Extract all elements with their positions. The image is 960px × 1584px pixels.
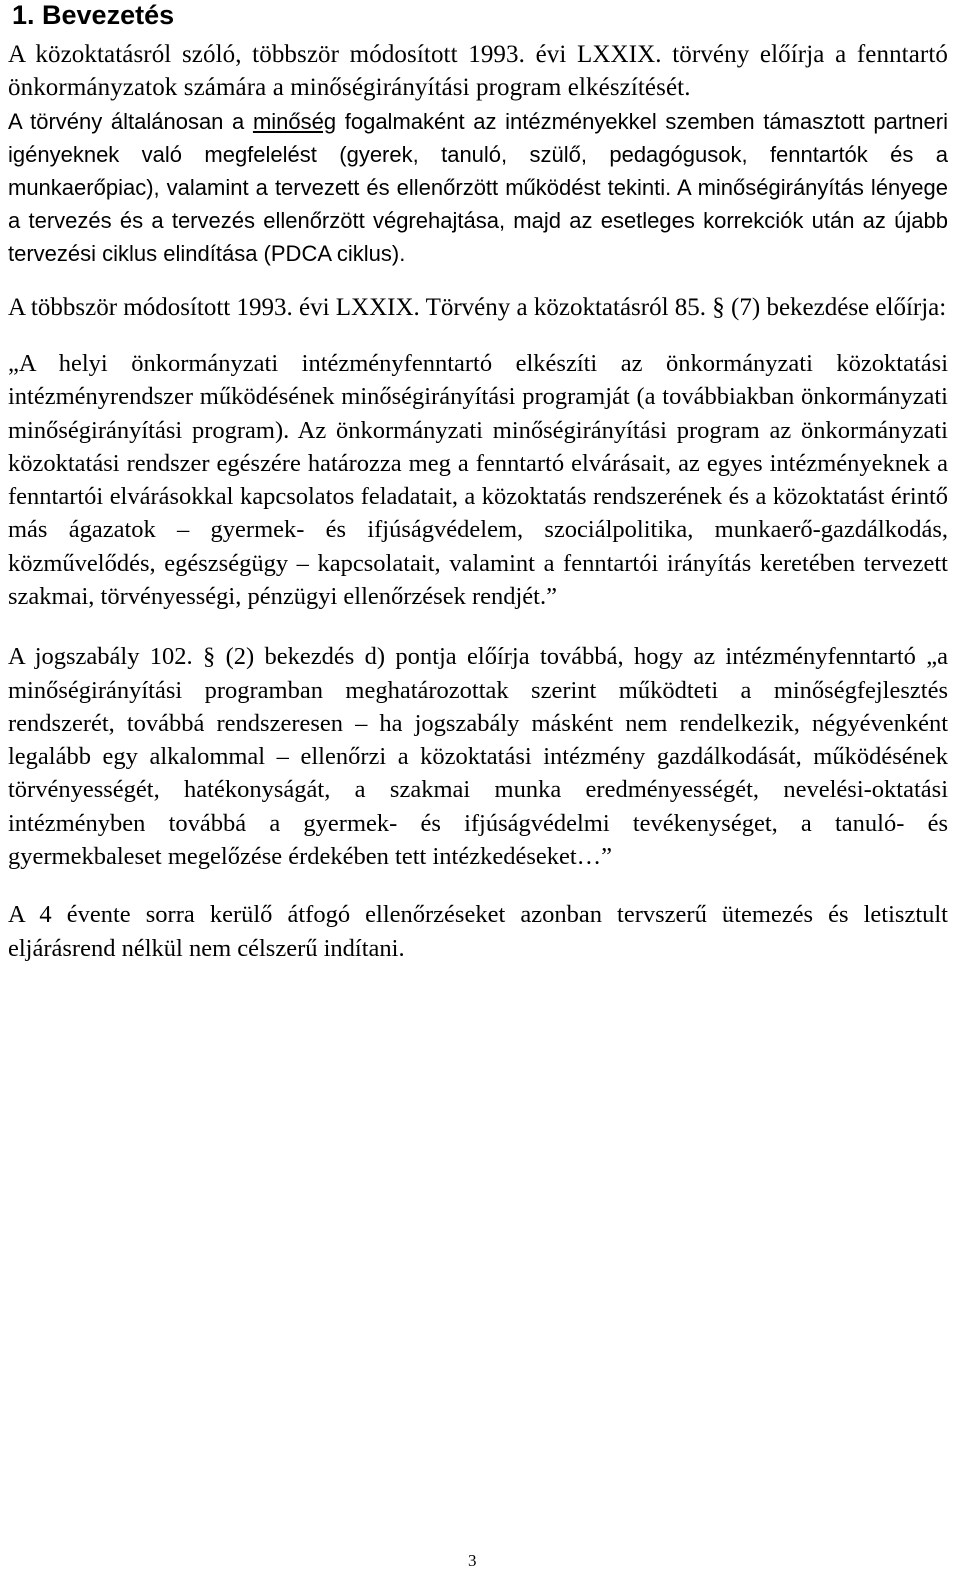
section-heading: 1. Bevezetés bbox=[12, 0, 175, 30]
quality-text-before: A törvény általánosan a bbox=[8, 108, 253, 134]
quality-text-after: fogalmaként az intézményekkel szemben támasztott partneri igényeknek való megfelelést (gyerek, tanuló, szülő, pedagógusok, fenntartók és a munkaerőpiac), valamint a tervezett és ellenőrzött működést tekinti. A minőségirányítás lényege a tervezés és a tervezés ellenőrzött végrehajtása, majd az esetleges korrekciók után az újabb tervezési ciklus elindítása (PDCA ciklus). bbox=[8, 108, 948, 267]
paragraph-conclusion: A 4 évente sorra kerülő átfogó ellenőrzéseket azonban tervszerű ütemezés és letisztult eljárásrend nélkül nem célszerű indítani. bbox=[8, 901, 948, 962]
paragraph-regulation: A jogszabály 102. § (2) bekezdés d) pontja előírja továbbá, hogy az intézményfenntartó „a minőségirányítási programban meghatározottak szerint működteti a minőségfejlesztés rendszerét, továbbá rendszeresen – ha jogszabály másként nem rendelkezik, négyévenként legalább egy alkalommal – ellenőrzi a közoktatási intézmény gazdálkodását, működésének törvényességét, hatékonyságát, a szakmai munka eredményességét, nevelési-oktatási intézményben továbbá a gyermek- és ifjúságvédelmi tevékenységet, a tanuló- és gyermekbaleset megelőzése érdekében tett intézkedéseket…” bbox=[8, 643, 948, 871]
quality-term-underlined: minőség bbox=[252, 108, 337, 134]
paragraph-quality-definition bbox=[8, 105, 948, 271]
page-number: 3 bbox=[468, 1551, 477, 1570]
paragraph-law-quote: „A helyi önkormányzati intézményfenntartó elkészíti az önkormányzati közoktatási intézményrendszer működésének minőségirányítási programját (a továbbiakban önkormányzati minőségirányítási program). Az önkormányzati minőségirányítási program az önkormányzati közoktatási rendszer egészére határozza meg a fenntartó elvárásait, az egyes intézményeknek a fenntartói elvárásokkal kapcsolatos feladatait, a közoktatás rendszerének és a közoktatást érintő más ágazatok – gyermek- és ifjúságvédelem, szociálpolitika, munkaerő-gazdálkodás, közművelődés, egészségügy – kapcsolatait, valamint a fenntartói irányítás keretében tervezett szakmai, törvényességi, pénzügyi ellenőrzések rendjét.” bbox=[8, 349, 948, 610]
paragraph-law-reference: A többször módosított 1993. évi LXXIX. Törvény a közoktatásról 85. § (7) bekezdése előírja: bbox=[8, 293, 947, 321]
paragraph-intro: A közoktatásról szóló, többször módosított 1993. évi LXXIX. törvény előírja a fenntartó önkormányzatok számára a minőségirányítási program elkészítését. bbox=[8, 41, 948, 102]
document-body bbox=[8, 38, 948, 965]
